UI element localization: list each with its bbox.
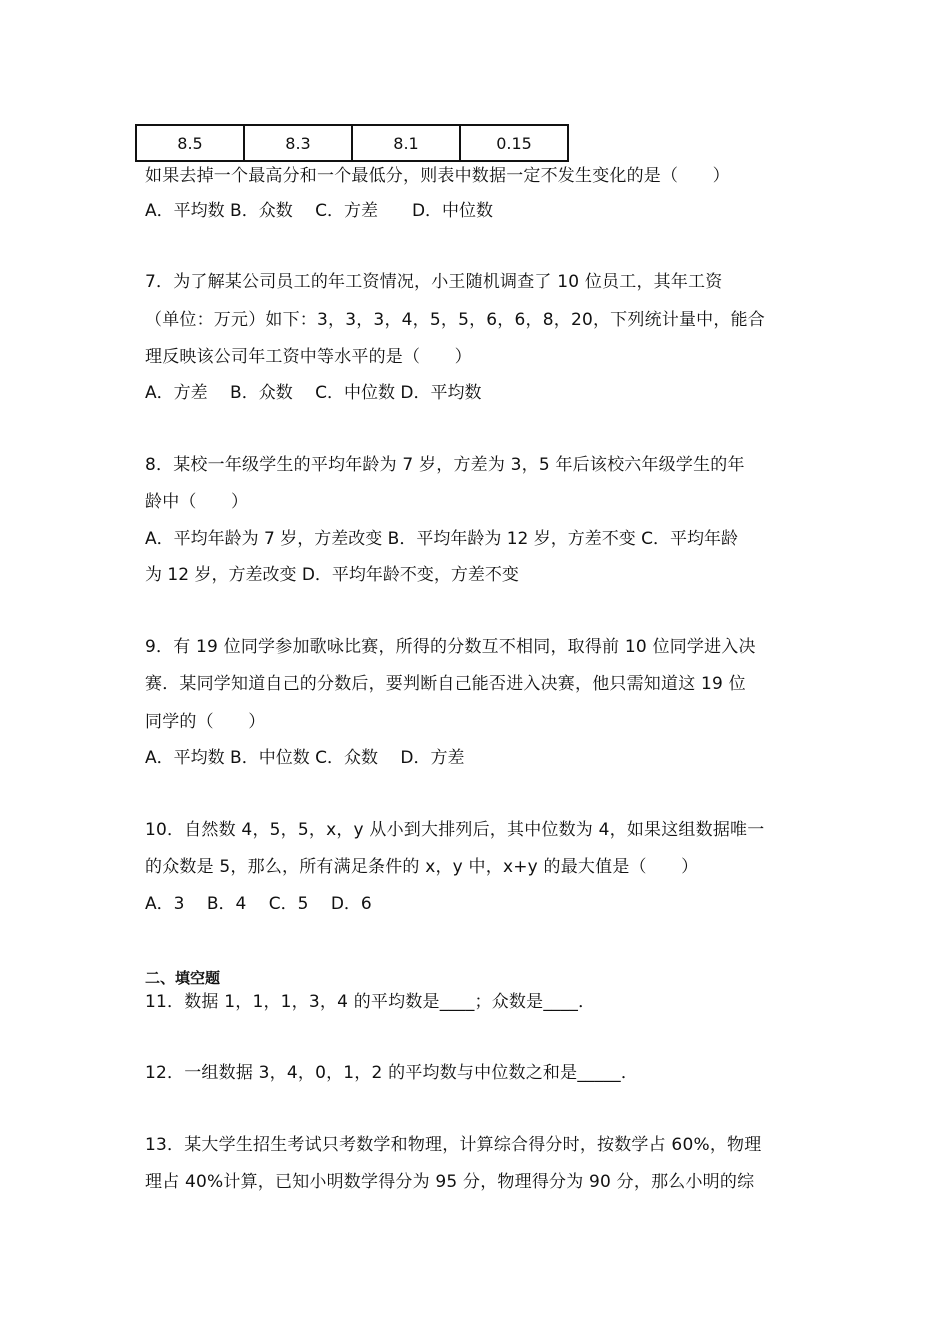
- q7-options: A．方差 B．众数 C．中位数 D．平均数: [145, 383, 482, 403]
- q7-line-3: 理反映该公司年工资中等水平的是（ ）: [145, 347, 472, 367]
- table-cell: 8.3: [244, 125, 352, 161]
- table-row: [136, 125, 568, 161]
- q10-options: A．3 B．4 C．5 D．6: [145, 894, 372, 914]
- q8-options-line-1: A．平均年龄为 7 岁，方差改变 B．平均年龄为 12 岁，方差不变 C．平均年龄: [145, 529, 739, 549]
- q12-text: 12．一组数据 3，4，0，1，2 的平均数与中位数之和是_____．: [145, 1063, 639, 1083]
- q13-line-2: 理占 40%计算，已知小明数学得分为 95 分，物理得分为 90 分，那么小明的综: [145, 1172, 755, 1192]
- q9-line-2: 赛．某同学知道自己的分数后，要判断自己能否进入决赛，他只需知道这 19 位: [145, 674, 746, 694]
- table-cell: 0.15: [460, 125, 568, 161]
- stats-table: [135, 124, 569, 162]
- table-cell: 8.5: [136, 125, 244, 161]
- q8-line-2: 龄中（ ）: [145, 492, 249, 512]
- q8-line-1: 8．某校一年级学生的平均年龄为 7 岁，方差为 3，5 年后该校六年级学生的年: [145, 455, 745, 475]
- q9-line-3: 同学的（ ）: [145, 712, 266, 732]
- q6-stem: 如果去掉一个最高分和一个最低分，则表中数据一定不发生变化的是（ ）: [145, 166, 730, 186]
- q10-line-1: 10．自然数 4，5，5，x，y 从小到大排列后，其中位数为 4，如果这组数据唯一: [145, 820, 765, 840]
- q13-line-1: 13．某大学生招生考试只考数学和物理，计算综合得分时，按数学占 60%，物理: [145, 1135, 762, 1155]
- section-title: 二、填空题: [145, 969, 221, 987]
- q7-line-2: （单位：万元）如下：3，3，3，4，5，5，6，6，8，20，下列统计量中，能合: [145, 310, 765, 330]
- q10-line-2: 的众数是 5，那么，所有满足条件的 x，y 中，x+y 的最大值是（ ）: [145, 857, 699, 877]
- q7-line-1: 7．为了解某公司员工的年工资情况，小王随机调查了 10 位员工，其年工资: [145, 272, 723, 292]
- table-cell: 8.1: [352, 125, 460, 161]
- q9-line-1: 9．有 19 位同学参加歌咏比赛，所得的分数互不相同，取得前 10 位同学进入决: [145, 637, 756, 657]
- q9-options: A．平均数 B．中位数 C．众数 D．方差: [145, 748, 465, 768]
- q8-options-line-2: 为 12 岁，方差改变 D．平均年龄不变，方差不变: [145, 565, 519, 585]
- q11-text: 11．数据 1，1，1，3，4 的平均数是____；众数是____．: [145, 992, 596, 1012]
- q6-options: A．平均数 B．众数 C．方差 D．中位数: [145, 201, 494, 221]
